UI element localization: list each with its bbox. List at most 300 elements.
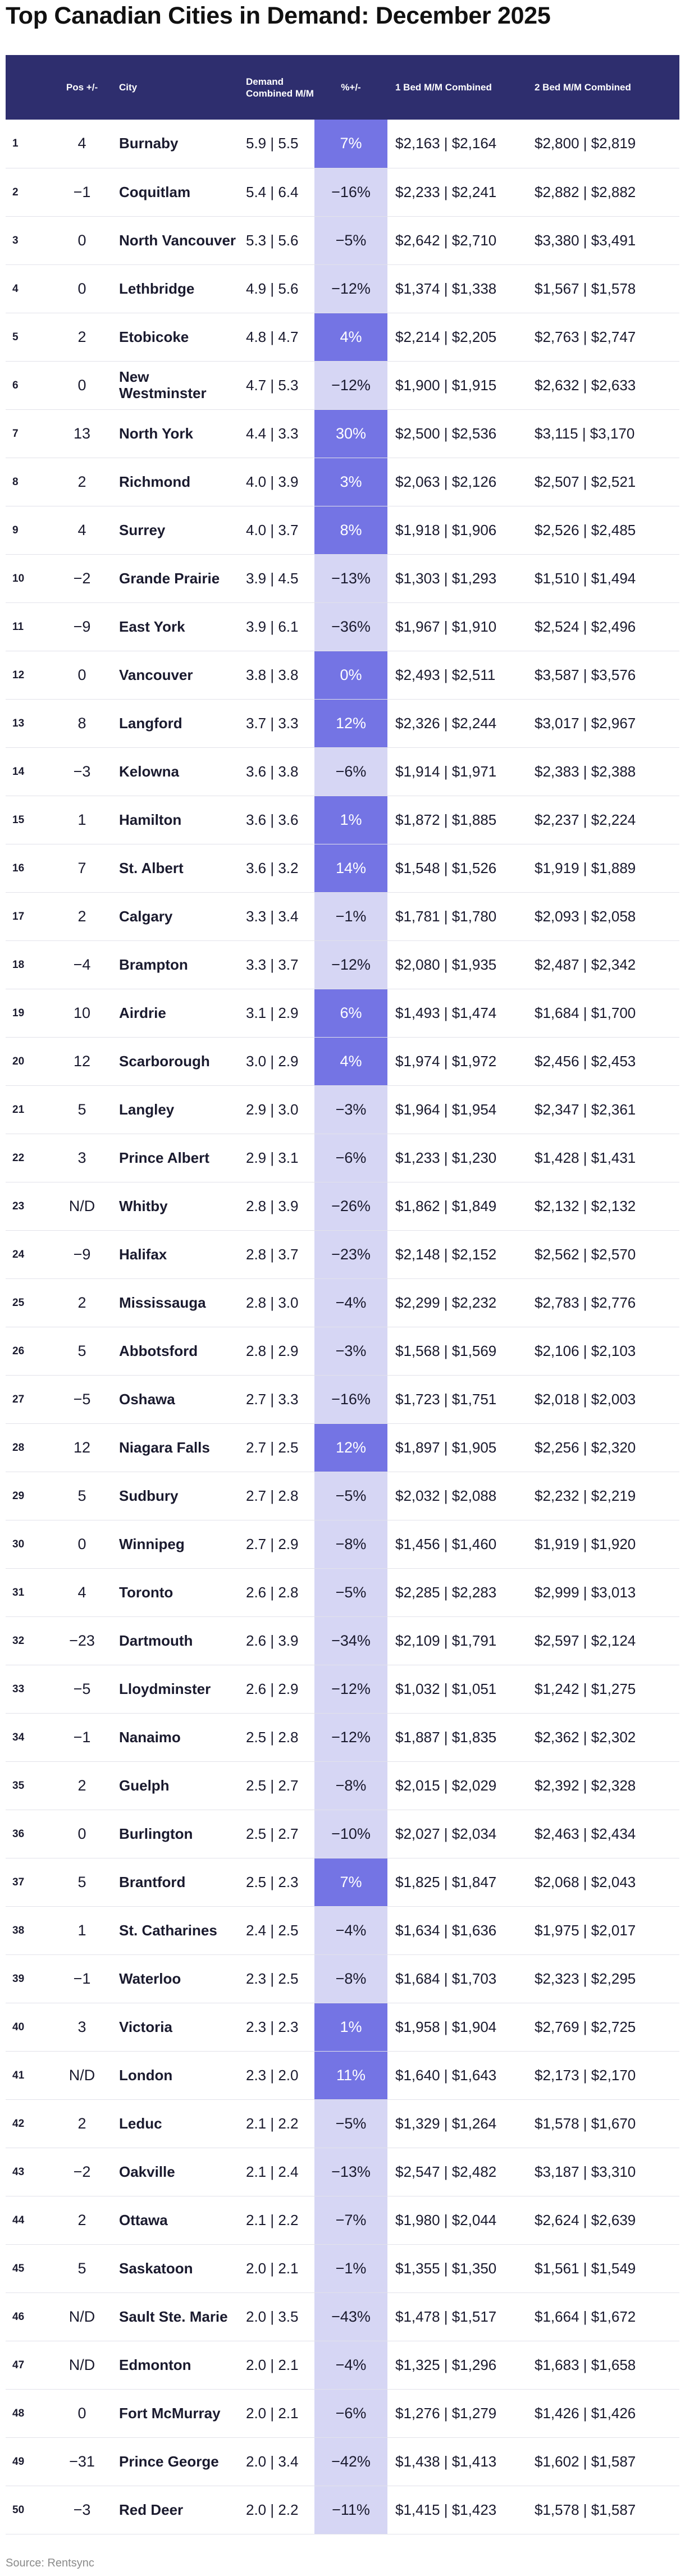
cell-rank: 6 — [6, 361, 53, 409]
table-header-row — [6, 55, 679, 120]
cell-demand: 5.3 | 5.6 — [238, 216, 314, 264]
cell-one-bed: $1,634 | $1,636 — [387, 1906, 527, 1954]
cell-rank: 1 — [6, 120, 53, 168]
cell-one-bed: $1,958 | $1,904 — [387, 2003, 527, 2051]
table-row — [6, 313, 679, 361]
cell-demand: 2.5 | 2.7 — [238, 1761, 314, 1810]
cell-rank: 16 — [6, 844, 53, 892]
cell-rank: 44 — [6, 2196, 53, 2244]
cell-pct-change: −34% — [314, 1616, 387, 1665]
table-row — [6, 1568, 679, 1616]
cell-city: Guelph — [111, 1761, 238, 1810]
cell-city: Winnipeg — [111, 1520, 238, 1568]
cell-demand: 2.9 | 3.1 — [238, 1134, 314, 1182]
table-row — [6, 1713, 679, 1761]
cell-pct-change: 4% — [314, 1037, 387, 1085]
cell-pos-change: 0 — [53, 361, 111, 409]
cell-one-bed: $2,032 | $2,088 — [387, 1472, 527, 1520]
cell-city: Abbotsford — [111, 1327, 238, 1375]
cell-pct-change: −16% — [314, 168, 387, 216]
cell-demand: 3.9 | 6.1 — [238, 602, 314, 651]
cell-pos-change: 0 — [53, 651, 111, 699]
cell-two-bed: $3,187 | $3,310 — [527, 2148, 679, 2196]
cell-two-bed: $1,602 | $1,587 — [527, 2437, 679, 2486]
cell-pct-change: −8% — [314, 1954, 387, 2003]
table-row — [6, 1761, 679, 1810]
cell-two-bed: $2,383 | $2,388 — [527, 747, 679, 796]
cell-pct-change: 3% — [314, 458, 387, 506]
cell-demand: 2.0 | 2.1 — [238, 2389, 314, 2437]
cell-city: East York — [111, 602, 238, 651]
cell-demand: 4.0 | 3.7 — [238, 506, 314, 554]
cell-pct-change: −5% — [314, 1568, 387, 1616]
cell-two-bed: $2,093 | $2,058 — [527, 892, 679, 940]
cell-demand: 2.5 | 2.3 — [238, 1858, 314, 1906]
cell-city: St. Albert — [111, 844, 238, 892]
table-row — [6, 216, 679, 264]
cell-city: Surrey — [111, 506, 238, 554]
cell-city: Nanaimo — [111, 1713, 238, 1761]
cell-demand: 3.8 | 3.8 — [238, 651, 314, 699]
table-row — [6, 1472, 679, 1520]
cell-one-bed: $2,493 | $2,511 — [387, 651, 527, 699]
cell-two-bed: $2,524 | $2,496 — [527, 602, 679, 651]
table-row — [6, 1182, 679, 1230]
cell-pct-change: −12% — [314, 264, 387, 313]
cell-city: Sudbury — [111, 1472, 238, 1520]
table-row — [6, 2003, 679, 2051]
table-row — [6, 554, 679, 602]
table-row — [6, 409, 679, 458]
cell-city: Calgary — [111, 892, 238, 940]
cell-demand: 3.9 | 4.5 — [238, 554, 314, 602]
cell-two-bed: $1,684 | $1,700 — [527, 989, 679, 1037]
table-row — [6, 120, 679, 168]
cell-one-bed: $1,329 | $1,264 — [387, 2099, 527, 2148]
cell-pct-change: −43% — [314, 2292, 387, 2341]
cell-one-bed: $1,276 | $1,279 — [387, 2389, 527, 2437]
cell-two-bed: $2,624 | $2,639 — [527, 2196, 679, 2244]
cell-city: Leduc — [111, 2099, 238, 2148]
cell-rank: 8 — [6, 458, 53, 506]
cell-demand: 4.4 | 3.3 — [238, 409, 314, 458]
cell-city: Kelowna — [111, 747, 238, 796]
table-row — [6, 361, 679, 409]
cell-rank: 20 — [6, 1037, 53, 1085]
table-row — [6, 651, 679, 699]
cell-rank: 43 — [6, 2148, 53, 2196]
cell-pct-change: −6% — [314, 1134, 387, 1182]
cell-one-bed: $2,214 | $2,205 — [387, 313, 527, 361]
table-row — [6, 1858, 679, 1906]
cell-two-bed: $2,999 | $3,013 — [527, 1568, 679, 1616]
cell-pos-change: 12 — [53, 1423, 111, 1472]
cell-one-bed: $1,723 | $1,751 — [387, 1375, 527, 1423]
cell-rank: 39 — [6, 1954, 53, 2003]
cell-city: Burlington — [111, 1810, 238, 1858]
cell-pos-change: 4 — [53, 506, 111, 554]
table-row — [6, 1278, 679, 1327]
cell-pos-change: −2 — [53, 2148, 111, 2196]
cell-pct-change: −12% — [314, 1665, 387, 1713]
cell-pct-change: 11% — [314, 2051, 387, 2099]
cell-demand: 2.8 | 2.9 — [238, 1327, 314, 1375]
cell-rank: 35 — [6, 1761, 53, 1810]
cell-two-bed: $1,664 | $1,672 — [527, 2292, 679, 2341]
cell-two-bed: $2,783 | $2,776 — [527, 1278, 679, 1327]
cell-pos-change: 5 — [53, 2244, 111, 2292]
cell-demand: 2.7 | 3.3 — [238, 1375, 314, 1423]
table-row — [6, 2099, 679, 2148]
cell-pos-change: N/D — [53, 2051, 111, 2099]
cell-pct-change: −3% — [314, 1327, 387, 1375]
cell-pos-change: 2 — [53, 313, 111, 361]
cell-pct-change: −13% — [314, 2148, 387, 2196]
cell-demand: 2.7 | 2.9 — [238, 1520, 314, 1568]
cell-city: Brantford — [111, 1858, 238, 1906]
cell-pos-change: −1 — [53, 1713, 111, 1761]
table-row — [6, 2486, 679, 2534]
cell-pct-change: −5% — [314, 216, 387, 264]
cell-rank: 48 — [6, 2389, 53, 2437]
cell-pct-change: 7% — [314, 1858, 387, 1906]
cell-one-bed: $1,568 | $1,569 — [387, 1327, 527, 1375]
cell-rank: 28 — [6, 1423, 53, 1472]
cell-two-bed: $2,526 | $2,485 — [527, 506, 679, 554]
cell-city: Prince George — [111, 2437, 238, 2486]
cell-pos-change: −2 — [53, 554, 111, 602]
cell-city: Etobicoke — [111, 313, 238, 361]
cell-rank: 45 — [6, 2244, 53, 2292]
cell-city: Toronto — [111, 1568, 238, 1616]
cell-rank: 5 — [6, 313, 53, 361]
cell-pos-change: −3 — [53, 747, 111, 796]
cell-city: St. Catharines — [111, 1906, 238, 1954]
cell-two-bed: $1,919 | $1,889 — [527, 844, 679, 892]
table-row — [6, 747, 679, 796]
cell-two-bed: $1,975 | $2,017 — [527, 1906, 679, 1954]
cell-one-bed: $1,456 | $1,460 — [387, 1520, 527, 1568]
cell-pct-change: −1% — [314, 892, 387, 940]
cell-rank: 50 — [6, 2486, 53, 2534]
cell-demand: 2.1 | 2.2 — [238, 2196, 314, 2244]
cell-one-bed: $1,548 | $1,526 — [387, 844, 527, 892]
cell-two-bed: $2,068 | $2,043 — [527, 1858, 679, 1906]
cell-two-bed: $2,487 | $2,342 — [527, 940, 679, 989]
cell-one-bed: $1,967 | $1,910 — [387, 602, 527, 651]
cell-two-bed: $2,456 | $2,453 — [527, 1037, 679, 1085]
cell-pos-change: 2 — [53, 2099, 111, 2148]
cell-one-bed: $2,326 | $2,244 — [387, 699, 527, 747]
cell-pos-change: −4 — [53, 940, 111, 989]
cell-two-bed: $1,428 | $1,431 — [527, 1134, 679, 1182]
page-title: Top Canadian Cities in Demand: December 2025 — [6, 2, 551, 29]
cell-two-bed: $3,587 | $3,576 — [527, 651, 679, 699]
cell-pos-change: −31 — [53, 2437, 111, 2486]
cell-pct-change: 7% — [314, 120, 387, 168]
cell-rank: 36 — [6, 1810, 53, 1858]
cell-one-bed: $2,015 | $2,029 — [387, 1761, 527, 1810]
cell-pct-change: −8% — [314, 1520, 387, 1568]
cell-demand: 3.1 | 2.9 — [238, 989, 314, 1037]
cell-pct-change: −5% — [314, 1472, 387, 1520]
cell-one-bed: $2,109 | $1,791 — [387, 1616, 527, 1665]
cell-pct-change: 14% — [314, 844, 387, 892]
cell-rank: 15 — [6, 796, 53, 844]
table-row — [6, 506, 679, 554]
cell-two-bed: $1,242 | $1,275 — [527, 1665, 679, 1713]
cell-rank: 18 — [6, 940, 53, 989]
table-row — [6, 1520, 679, 1568]
table-row — [6, 1906, 679, 1954]
cell-demand: 3.6 | 3.6 — [238, 796, 314, 844]
cell-one-bed: $1,493 | $1,474 — [387, 989, 527, 1037]
cell-pos-change: −1 — [53, 1954, 111, 2003]
cell-pos-change: N/D — [53, 2292, 111, 2341]
cell-city: Waterloo — [111, 1954, 238, 2003]
cell-pct-change: −3% — [314, 1085, 387, 1134]
cell-pos-change: 5 — [53, 1327, 111, 1375]
cell-two-bed: $2,237 | $2,224 — [527, 796, 679, 844]
cell-two-bed: $2,507 | $2,521 — [527, 458, 679, 506]
cell-city: Halifax — [111, 1230, 238, 1278]
cell-demand: 2.0 | 3.4 — [238, 2437, 314, 2486]
cell-rank: 34 — [6, 1713, 53, 1761]
table-row — [6, 1134, 679, 1182]
cell-rank: 47 — [6, 2341, 53, 2389]
cell-one-bed: $1,438 | $1,413 — [387, 2437, 527, 2486]
cell-two-bed: $2,392 | $2,328 — [527, 1761, 679, 1810]
cell-rank: 4 — [6, 264, 53, 313]
table-row — [6, 2244, 679, 2292]
cell-rank: 13 — [6, 699, 53, 747]
cell-one-bed: $2,080 | $1,935 — [387, 940, 527, 989]
cell-pct-change: 6% — [314, 989, 387, 1037]
table-row — [6, 989, 679, 1037]
cell-pct-change: 0% — [314, 651, 387, 699]
cell-rank: 49 — [6, 2437, 53, 2486]
cell-one-bed: $1,980 | $2,044 — [387, 2196, 527, 2244]
table-row — [6, 458, 679, 506]
cell-pos-change: −5 — [53, 1665, 111, 1713]
cell-pos-change: 7 — [53, 844, 111, 892]
cell-one-bed: $1,303 | $1,293 — [387, 554, 527, 602]
cell-demand: 2.1 | 2.4 — [238, 2148, 314, 2196]
cell-one-bed: $1,825 | $1,847 — [387, 1858, 527, 1906]
cell-pos-change: N/D — [53, 2341, 111, 2389]
cell-pct-change: 8% — [314, 506, 387, 554]
table-row — [6, 2437, 679, 2486]
cell-demand: 2.0 | 2.1 — [238, 2244, 314, 2292]
cell-rank: 21 — [6, 1085, 53, 1134]
cell-one-bed: $1,640 | $1,643 — [387, 2051, 527, 2099]
table-row — [6, 2148, 679, 2196]
cell-demand: 2.0 | 2.2 — [238, 2486, 314, 2534]
cell-pct-change: −42% — [314, 2437, 387, 2486]
cell-pos-change: N/D — [53, 1182, 111, 1230]
cell-city: Edmonton — [111, 2341, 238, 2389]
cell-city: New Westminster — [111, 361, 238, 409]
cell-one-bed: $2,547 | $2,482 — [387, 2148, 527, 2196]
cell-two-bed: $2,347 | $2,361 — [527, 1085, 679, 1134]
cell-two-bed: $2,763 | $2,747 — [527, 313, 679, 361]
cell-pct-change: −26% — [314, 1182, 387, 1230]
cell-rank: 26 — [6, 1327, 53, 1375]
table-row — [6, 940, 679, 989]
cell-pct-change: −12% — [314, 1713, 387, 1761]
cell-pct-change: −13% — [314, 554, 387, 602]
table-row — [6, 892, 679, 940]
cell-one-bed: $1,900 | $1,915 — [387, 361, 527, 409]
table-row — [6, 168, 679, 216]
cell-pos-change: −1 — [53, 168, 111, 216]
cell-pct-change: −12% — [314, 361, 387, 409]
cell-one-bed: $1,478 | $1,517 — [387, 2292, 527, 2341]
cell-city: Niagara Falls — [111, 1423, 238, 1472]
cell-pos-change: 13 — [53, 409, 111, 458]
cell-pct-change: −23% — [314, 1230, 387, 1278]
cell-two-bed: $3,380 | $3,491 — [527, 216, 679, 264]
cell-demand: 4.9 | 5.6 — [238, 264, 314, 313]
cell-demand: 2.5 | 2.7 — [238, 1810, 314, 1858]
cell-rank: 19 — [6, 989, 53, 1037]
cell-pos-change: 2 — [53, 458, 111, 506]
cell-one-bed: $1,374 | $1,338 — [387, 264, 527, 313]
cell-pct-change: −1% — [314, 2244, 387, 2292]
cell-one-bed: $1,914 | $1,971 — [387, 747, 527, 796]
cell-city: Scarborough — [111, 1037, 238, 1085]
cell-pct-change: −4% — [314, 2341, 387, 2389]
table-row — [6, 1423, 679, 1472]
cell-demand: 3.3 | 3.4 — [238, 892, 314, 940]
cell-two-bed: $2,882 | $2,882 — [527, 168, 679, 216]
cell-pct-change: −7% — [314, 2196, 387, 2244]
cell-rank: 37 — [6, 1858, 53, 1906]
cell-one-bed: $1,355 | $1,350 — [387, 2244, 527, 2292]
table-row — [6, 1230, 679, 1278]
cell-one-bed: $2,148 | $2,152 — [387, 1230, 527, 1278]
cell-demand: 2.7 | 2.5 — [238, 1423, 314, 1472]
cell-city: Lethbridge — [111, 264, 238, 313]
cell-rank: 46 — [6, 2292, 53, 2341]
table-row — [6, 1665, 679, 1713]
table-row — [6, 1810, 679, 1858]
cell-demand: 5.4 | 6.4 — [238, 168, 314, 216]
cell-pos-change: −5 — [53, 1375, 111, 1423]
cell-two-bed: $2,463 | $2,434 — [527, 1810, 679, 1858]
table-row — [6, 1085, 679, 1134]
header-two-bed: 2 Bed M/M Combined — [527, 55, 679, 120]
cell-pos-change: 0 — [53, 264, 111, 313]
cell-pos-change: 5 — [53, 1472, 111, 1520]
cell-pct-change: 12% — [314, 699, 387, 747]
cell-rank: 11 — [6, 602, 53, 651]
cell-demand: 4.0 | 3.9 — [238, 458, 314, 506]
cell-pos-change: 4 — [53, 120, 111, 168]
table-row — [6, 1616, 679, 1665]
cell-one-bed: $2,642 | $2,710 — [387, 216, 527, 264]
cell-one-bed: $2,299 | $2,232 — [387, 1278, 527, 1327]
cell-pct-change: 1% — [314, 2003, 387, 2051]
table-row — [6, 844, 679, 892]
cell-two-bed: $2,132 | $2,132 — [527, 1182, 679, 1230]
cell-pos-change: 5 — [53, 1858, 111, 1906]
cities-table — [6, 55, 679, 2534]
cell-pct-change: 12% — [314, 1423, 387, 1472]
cell-two-bed: $3,115 | $3,170 — [527, 409, 679, 458]
cell-pct-change: −16% — [314, 1375, 387, 1423]
table-row — [6, 2341, 679, 2389]
cell-demand: 2.0 | 3.5 — [238, 2292, 314, 2341]
cell-rank: 12 — [6, 651, 53, 699]
cell-pos-change: 2 — [53, 1278, 111, 1327]
cell-city: Saskatoon — [111, 2244, 238, 2292]
cell-one-bed: $1,974 | $1,972 — [387, 1037, 527, 1085]
cell-pos-change: −3 — [53, 2486, 111, 2534]
cell-rank: 33 — [6, 1665, 53, 1713]
cell-city: Lloydminster — [111, 1665, 238, 1713]
cell-one-bed: $1,918 | $1,906 — [387, 506, 527, 554]
cell-city: North Vancouver — [111, 216, 238, 264]
cell-pos-change: 0 — [53, 1520, 111, 1568]
cell-two-bed: $2,800 | $2,819 — [527, 120, 679, 168]
cell-city: Ottawa — [111, 2196, 238, 2244]
cell-one-bed: $2,063 | $2,126 — [387, 458, 527, 506]
cell-demand: 3.6 | 3.8 — [238, 747, 314, 796]
cell-city: Langley — [111, 1085, 238, 1134]
cell-rank: 24 — [6, 1230, 53, 1278]
cell-pct-change: 1% — [314, 796, 387, 844]
cell-two-bed: $1,578 | $1,670 — [527, 2099, 679, 2148]
cell-city: Oakville — [111, 2148, 238, 2196]
cell-two-bed: $2,562 | $2,570 — [527, 1230, 679, 1278]
cell-pos-change: 1 — [53, 1906, 111, 1954]
cell-demand: 2.6 | 2.9 — [238, 1665, 314, 1713]
cell-city: Red Deer — [111, 2486, 238, 2534]
cell-pct-change: −10% — [314, 1810, 387, 1858]
table-row — [6, 1037, 679, 1085]
cell-rank: 27 — [6, 1375, 53, 1423]
cell-two-bed: $1,919 | $1,920 — [527, 1520, 679, 1568]
cell-demand: 2.9 | 3.0 — [238, 1085, 314, 1134]
cell-one-bed: $1,325 | $1,296 — [387, 2341, 527, 2389]
cell-city: Oshawa — [111, 1375, 238, 1423]
table-row — [6, 699, 679, 747]
cell-pos-change: 12 — [53, 1037, 111, 1085]
cell-one-bed: $1,862 | $1,849 — [387, 1182, 527, 1230]
header-city: City — [111, 55, 238, 120]
cell-city: Richmond — [111, 458, 238, 506]
cell-pos-change: 2 — [53, 1761, 111, 1810]
cell-one-bed: $2,500 | $2,536 — [387, 409, 527, 458]
cell-pos-change: 1 — [53, 796, 111, 844]
cell-city: Airdrie — [111, 989, 238, 1037]
cell-two-bed: $2,232 | $2,219 — [527, 1472, 679, 1520]
cell-pos-change: 3 — [53, 1134, 111, 1182]
cell-one-bed: $1,964 | $1,954 — [387, 1085, 527, 1134]
cell-city: Hamilton — [111, 796, 238, 844]
cell-pct-change: −5% — [314, 2099, 387, 2148]
cell-demand: 3.7 | 3.3 — [238, 699, 314, 747]
cell-city: Dartmouth — [111, 1616, 238, 1665]
cell-rank: 7 — [6, 409, 53, 458]
cell-two-bed: $2,173 | $2,170 — [527, 2051, 679, 2099]
table-row — [6, 264, 679, 313]
cell-demand: 4.8 | 4.7 — [238, 313, 314, 361]
cell-rank: 2 — [6, 168, 53, 216]
table-row — [6, 2292, 679, 2341]
header-one-bed: 1 Bed M/M Combined — [387, 55, 527, 120]
